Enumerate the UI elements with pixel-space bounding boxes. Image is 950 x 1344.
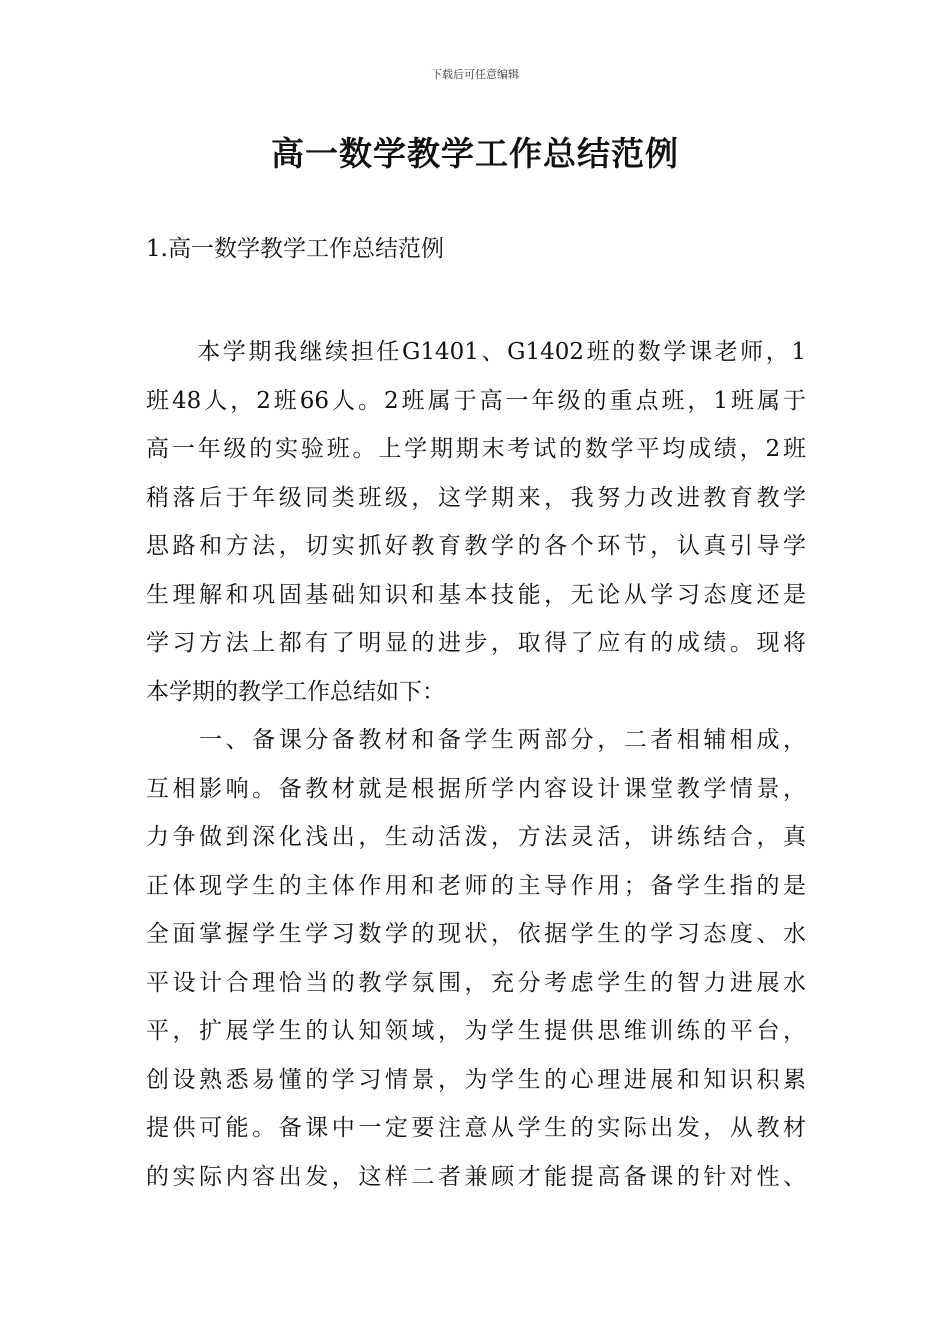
paragraph-line: 全面掌握学生学习数学的现状，依据学生的学习态度、水: [146, 921, 806, 947]
paragraph-line: 稍落后于年级同类班级，这学期来，我努力改进教育教学: [146, 484, 806, 511]
paragraph-2: [146, 716, 806, 1201]
document-title: 高一数学教学工作总结范例: [271, 134, 679, 173]
paragraph-line: 创设熟悉易懂的学习情景，为学生的心理进展和知识积累: [146, 1066, 806, 1093]
paragraph-line: 提供可能。备课中一定要注意从学生的实际出发，从教材: [146, 1115, 806, 1141]
paragraph-1: [146, 328, 806, 716]
paragraph-line: 本学期我继续担任G1401、G1402班的数学课老师，1: [146, 339, 806, 365]
paragraph-line: 思路和方法，切实抓好教育教学的各个环节，认真引导学: [146, 533, 806, 559]
paragraph-line: 本学期的教学工作总结如下：: [146, 678, 445, 705]
paragraph-line: 互相影响。备教材就是根据所学内容设计课堂教学情景，: [146, 775, 806, 802]
paragraph-line: 班48人，2班66人。2班属于高一年级的重点班，1班属于: [146, 387, 806, 414]
paragraph-line: 的实际内容出发，这样二者兼顾才能提高备课的针对性、: [146, 1163, 806, 1190]
header-note: 下载后可任意编辑: [431, 68, 519, 81]
paragraph-line: 正体现学生的主体作用和老师的主导作用；备学生指的是: [146, 872, 806, 899]
paragraph-line: 平，扩展学生的认知领域，为学生提供思维训练的平台，: [146, 1018, 806, 1044]
paragraph-line: 学习方法上都有了明显的进步，取得了应有的成绩。现将: [146, 630, 806, 656]
paragraph-line: 生理解和巩固基础知识和基本技能，无论从学习态度还是: [146, 581, 806, 608]
section-heading: 1.高一数学教学工作总结范例: [146, 236, 444, 262]
paragraph-line: 一、备课分备教材和备学生两部分，二者相辅相成，: [146, 727, 806, 753]
paragraph-line: 平设计合理恰当的教学氛围，充分考虑学生的智力进展水: [146, 969, 806, 996]
paragraph-line: 高一年级的实验班。上学期期末考试的数学平均成绩，2班: [146, 436, 806, 462]
paragraph-line: 力争做到深化浅出，生动活泼，方法灵活，讲练结合，真: [146, 824, 806, 850]
